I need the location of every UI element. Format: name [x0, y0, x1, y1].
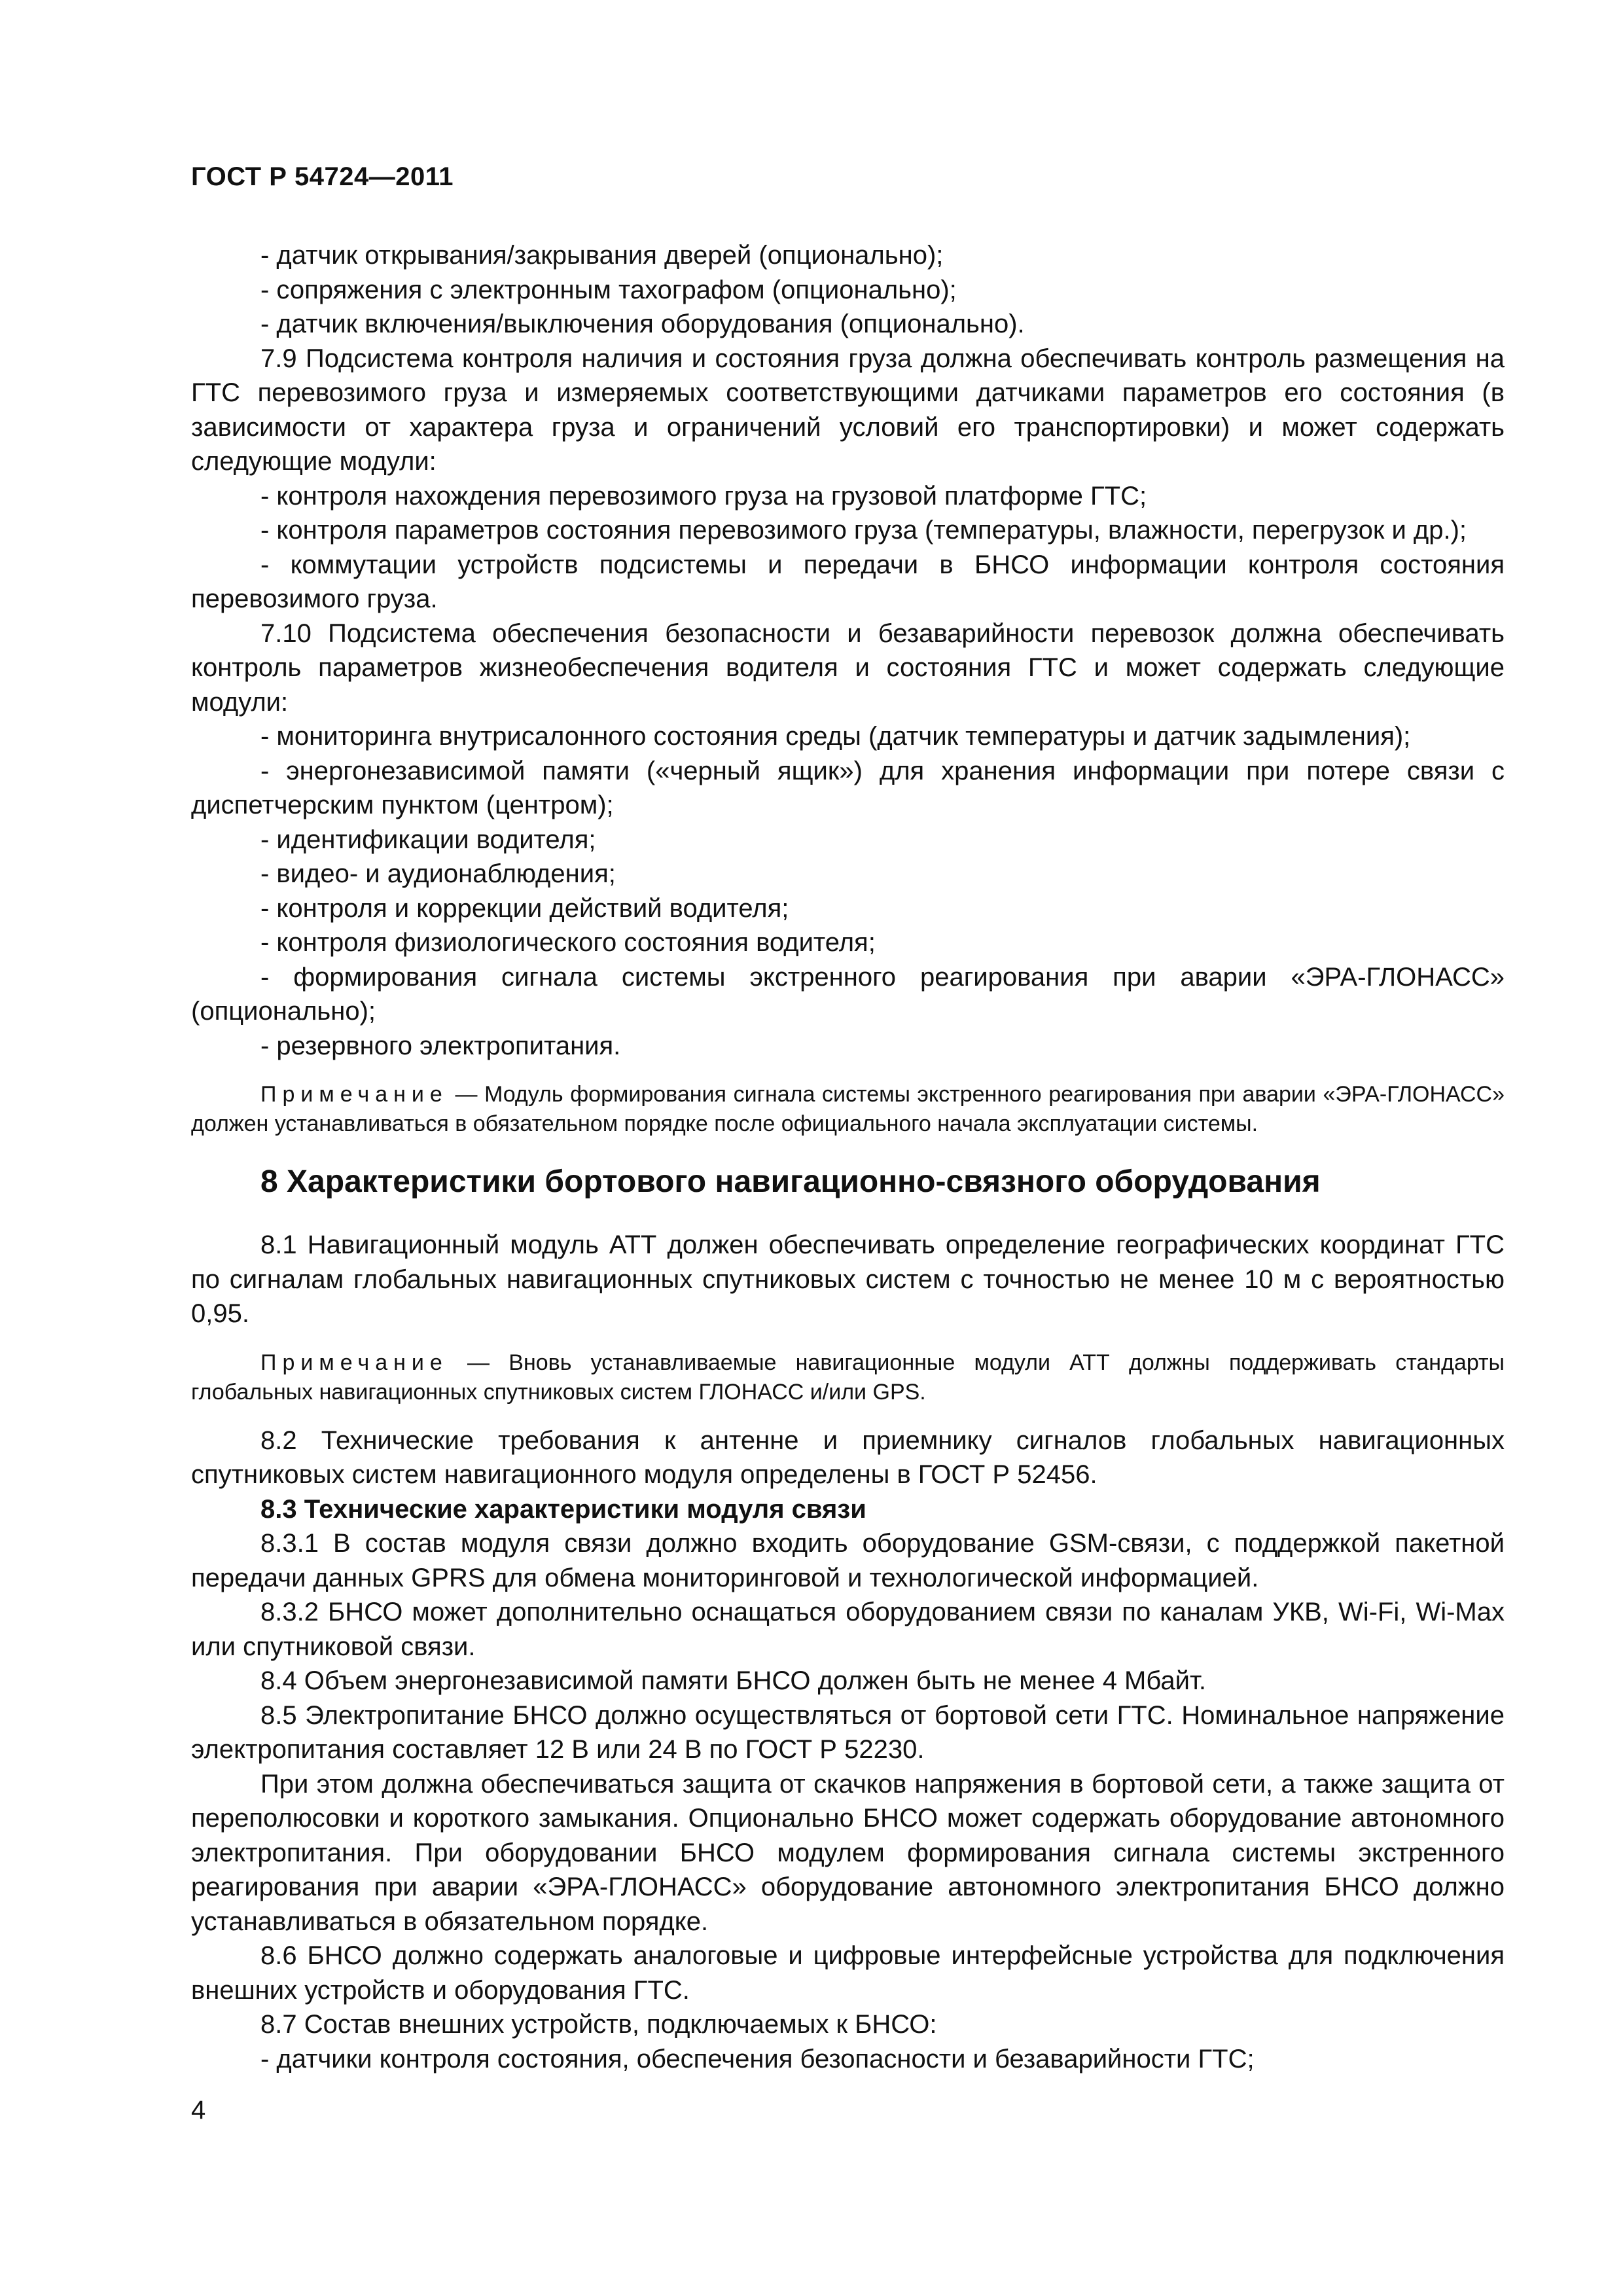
page-header-doc-id: ГОСТ Р 54724—2011 [191, 162, 454, 191]
page-body [191, 238, 1505, 2076]
note-text: — Вновь устанавливаемые навигационные модули АТТ должны поддерживать стандарты глобальных навигационных спутниковых систем ГЛОНАСС и/или GPS. [191, 1350, 1505, 1405]
list-item: - датчик включения/выключения оборудования (опционально). [260, 310, 1025, 338]
list-item: - датчики контроля состояния, обеспечения безопасности и безаварийности ГТС; [260, 2044, 1255, 2073]
list-item: - видео- и аудионаблюдения; [260, 859, 616, 888]
paragraph-7-10: 7.10 Подсистема обеспечения безопасности и безаварийности перевозок должна обеспечивать контроль параметров жизнеобеспечения водителя и состояния ГТС и может содержать следующие модули: [191, 619, 1505, 717]
list-item: - датчик открывания/закрывания дверей (опционально); [260, 241, 944, 270]
note-era-glonass [191, 1080, 1505, 1139]
list-item: - контроля параметров состояния перевозимого груза (температуры, влажности, перегрузок и др.); [260, 516, 1467, 545]
paragraph-8-3-2: 8.3.2 БНСО может дополнительно оснащаться оборудованием связи по каналам УКВ, Wi-Fi, Wi-Max или спутниковой связи. [191, 1598, 1505, 1661]
list-item: - формирования сигнала системы экстренного реагирования при аварии «ЭРА-ГЛОНАСС» (опционально); [191, 962, 1505, 1026]
list-item: - контроля нахождения перевозимого груза на грузовой платформе ГТС; [260, 481, 1147, 511]
list-item: - энергонезависимой памяти («черный ящик») для хранения информации при потере связи с диспетчерским пунктом (центром); [191, 756, 1505, 819]
paragraph-8-1: 8.1 Навигационный модуль АТТ должен обеспечивать определение географических координат ГТС по сигналам глобальных навигационных спутниковых систем с точностью не менее 10 м с вероятностью 0,95. [191, 1230, 1505, 1328]
note-label: Примечание [260, 1082, 448, 1107]
list-item: - резервного электропитания. [260, 1031, 621, 1060]
paragraph-8-5: 8.5 Электропитание БНСО должно осуществляться от бортовой сети ГТС. Номинальное напряжение электропитания составляет 12 В или 24 В по ГОСТ Р 52230. [191, 1700, 1505, 1764]
page-number: 4 [191, 2096, 206, 2125]
note-label: Примечание [260, 1350, 448, 1375]
list-item: - коммутации устройств подсистемы и передачи в БНСО информации контроля состояния перевозимого груза. [191, 550, 1505, 613]
list-item: - идентификации водителя; [260, 825, 596, 854]
paragraph-8-4: 8.4 Объем энергонезависимой памяти БНСО должен быть не менее 4 Мбайт. [260, 1666, 1206, 1695]
subheading-8-3: 8.3 Технические характеристики модуля связи [260, 1494, 866, 1524]
list-item: - контроля и коррекции действий водителя; [260, 893, 789, 923]
list-item: - контроля физиологического состояния водителя; [260, 928, 876, 957]
section-8-title: 8 Характеристики бортового навигационно-связного оборудования [260, 1164, 1321, 1199]
paragraph-8-3-1: 8.3.1 В состав модуля связи должно входить оборудование GSM-связи, с поддержкой пакетной передачи данных GPRS для обмена мониторинговой и технологической информацией. [191, 1529, 1505, 1592]
note-navigation-modules [191, 1348, 1505, 1407]
paragraph-7-9: 7.9 Подсистема контроля наличия и состояния груза должна обеспечивать контроль размещения на ГТС перевозимого груза и измеряемых соответствующими датчиками параметров его состояния (в зависимости от характера груза и ограничений условий его транспортировки) и может содержать следующие модули: [191, 344, 1505, 476]
paragraph-8-6: 8.6 БНСО должно содержать аналоговые и цифровые интерфейсные устройства для подключения внешних устройств и оборудования ГТС. [191, 1941, 1505, 2005]
list-item: - мониторинга внутрисалонного состояния среды (датчик температуры и датчик задымления); [260, 722, 1411, 751]
note-text: — Модуль формирования сигнала системы экстренного реагирования при аварии «ЭРА-ГЛОНАСС» должен устанавливаться в обязательном порядке после официального начала эксплуатации системы. [191, 1082, 1505, 1136]
paragraph-8-7: 8.7 Состав внешних устройств, подключаемых к БНСО: [260, 2010, 937, 2039]
paragraph-8-5-continued: При этом должна обеспечиваться защита от скачков напряжения в бортовой сети, а также защита от переполюсовки и короткого замыкания. Опционально БНСО может содержать оборудование автономного электропитания. При оборудовании БНСО модулем формирования сигнала системы экстренного реагирования при аварии «ЭРА-ГЛОНАСС» оборудование автономного электропитания БНСО должно устанавливаться в обязательном порядке. [191, 1769, 1505, 1936]
list-item: - сопряжения с электронным тахографом (опционально); [260, 275, 957, 304]
paragraph-8-2: 8.2 Технические требования к антенне и приемнику сигналов глобальных навигационных спутниковых систем навигационного модуля определены в ГОСТ Р 52456. [191, 1426, 1505, 1489]
